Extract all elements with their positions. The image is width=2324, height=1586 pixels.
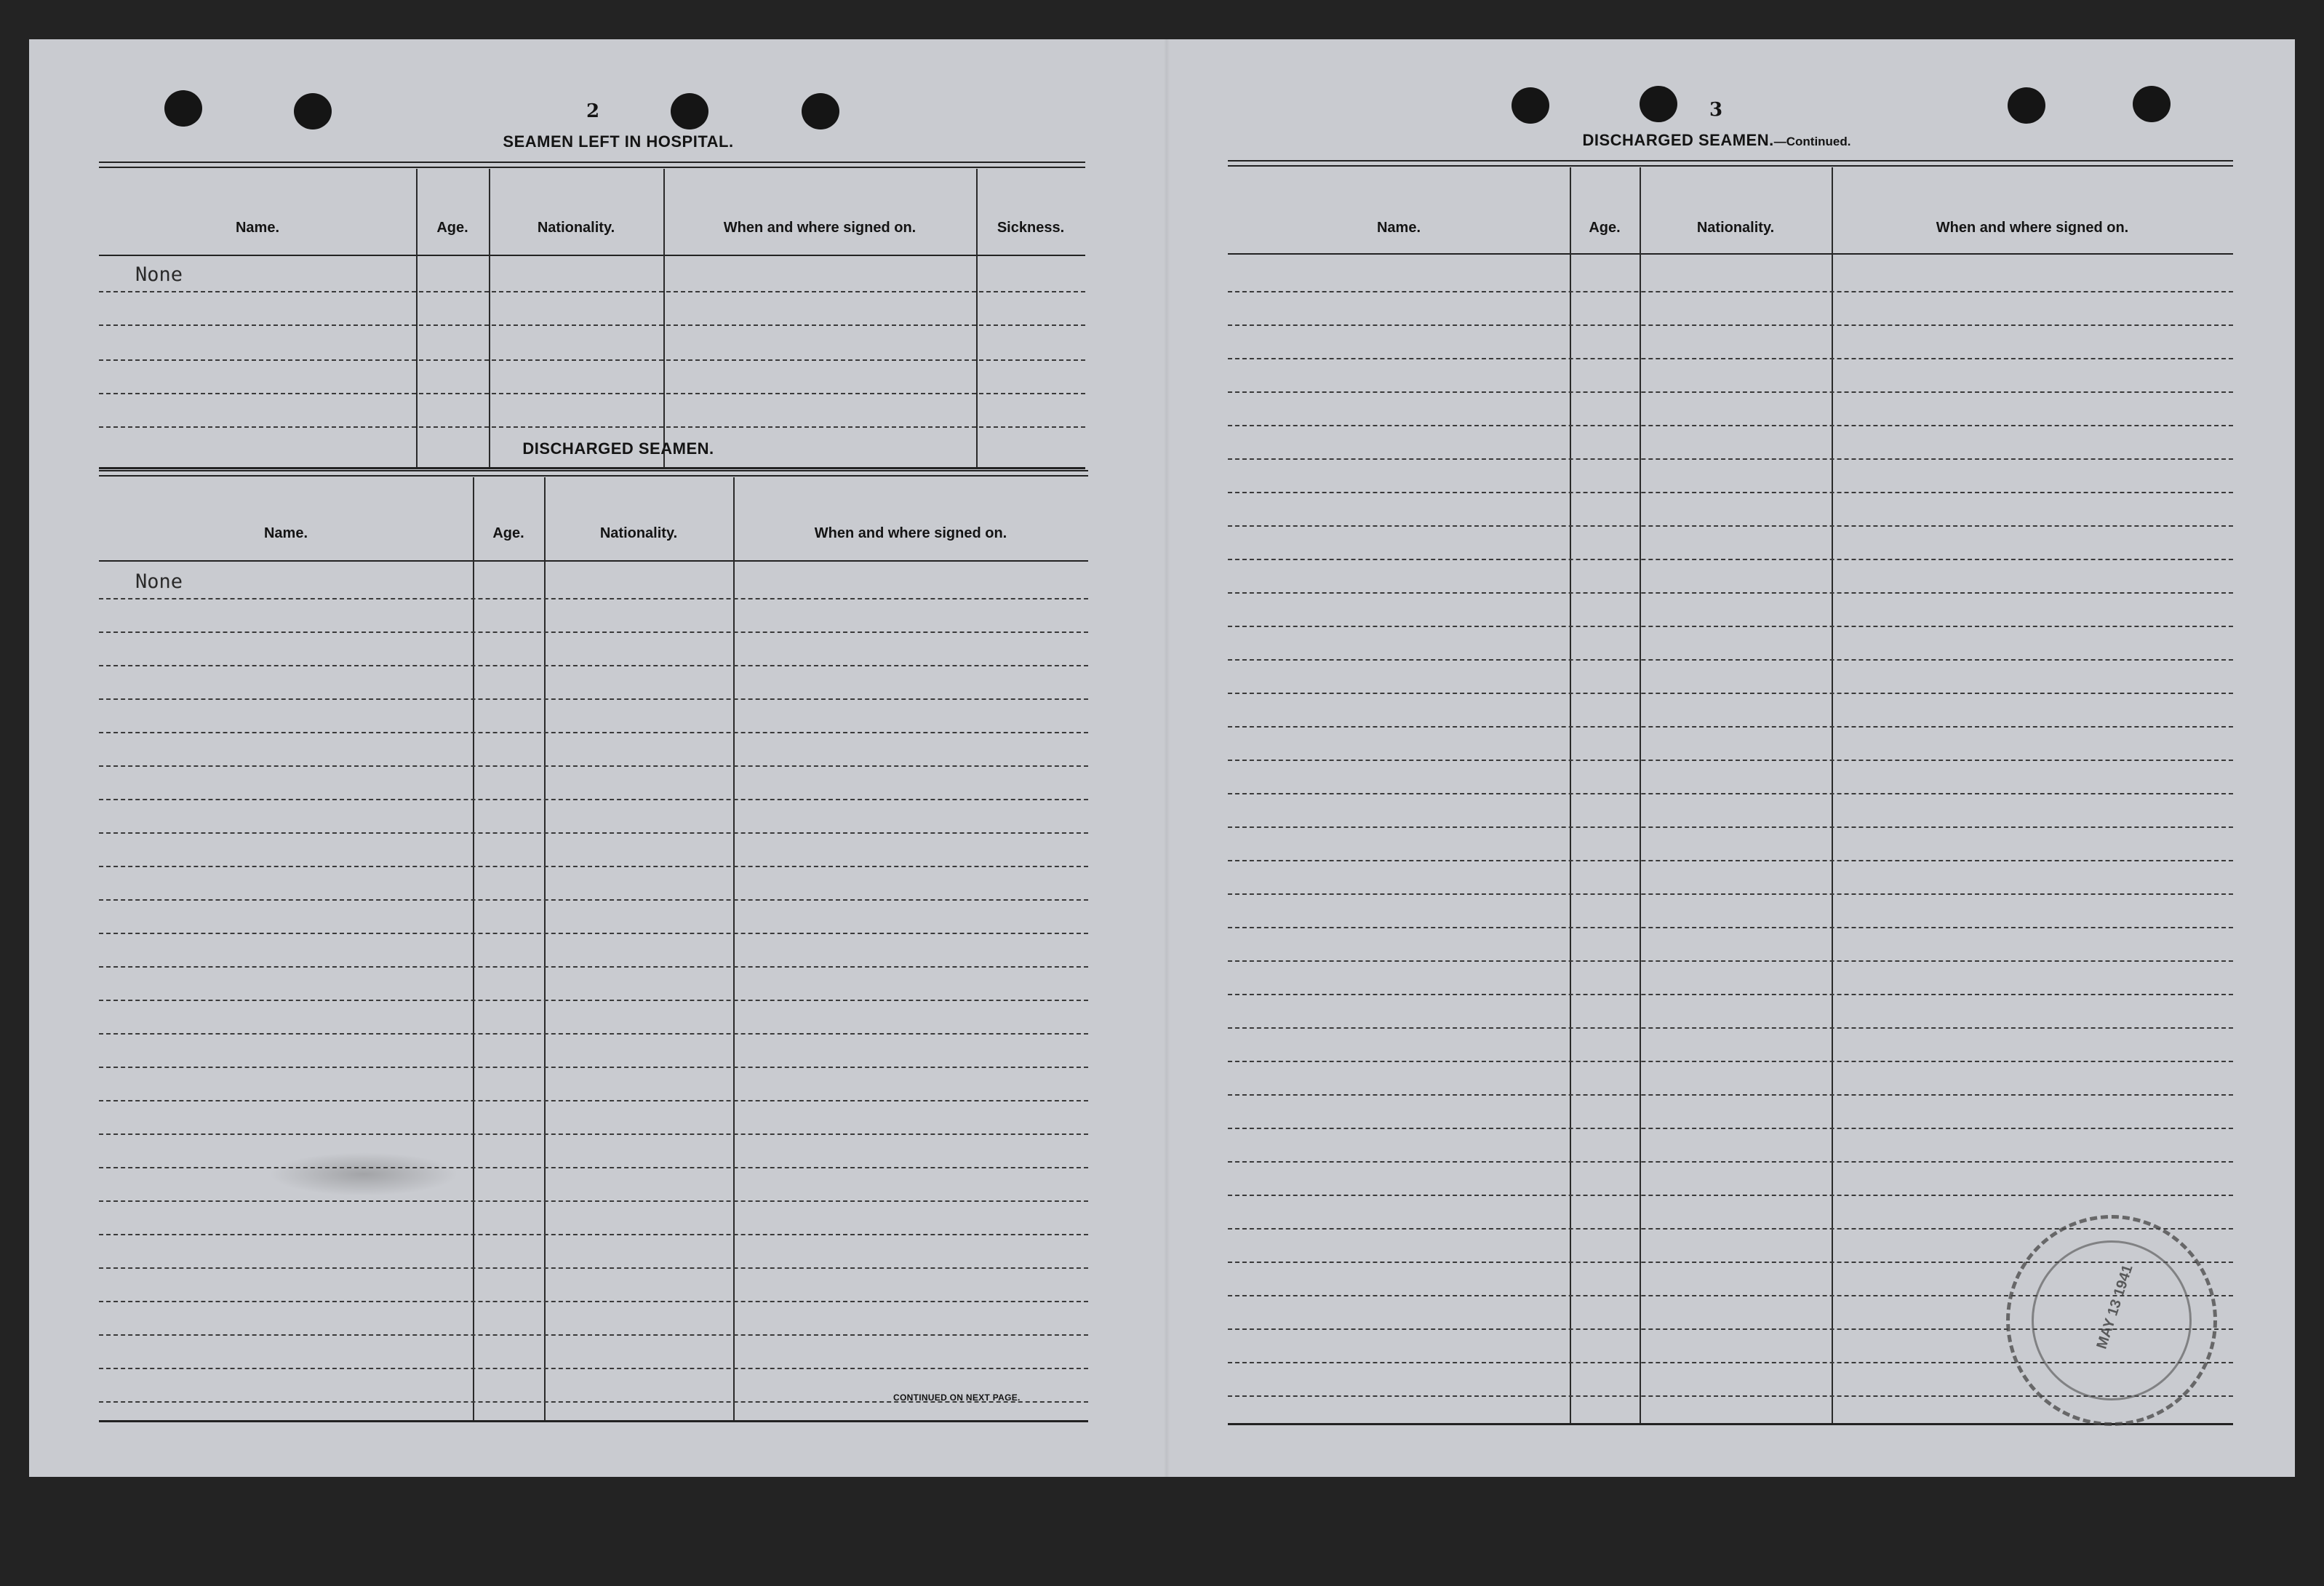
punch-hole bbox=[2008, 87, 2045, 124]
page-number-left: 2 bbox=[586, 100, 600, 122]
column-header-signed-on: When and where signed on. bbox=[1936, 220, 2129, 236]
row-line bbox=[1228, 860, 2233, 861]
row-line bbox=[1228, 693, 2233, 694]
column-header-age: Age. bbox=[492, 525, 524, 541]
row-line bbox=[99, 933, 1088, 934]
row-line bbox=[99, 631, 1088, 633]
table-bottom-rule bbox=[99, 1420, 1088, 1422]
column-header-name: Name. bbox=[235, 220, 280, 236]
column-header-signed-on: When and where signed on. bbox=[723, 220, 917, 236]
table-bottom-rule bbox=[99, 467, 1085, 469]
page-number-right: 3 bbox=[1709, 99, 1723, 121]
punch-hole bbox=[1640, 86, 1677, 122]
column-header-nationality: Nationality. bbox=[537, 220, 615, 236]
column-divider bbox=[663, 169, 665, 467]
row-line bbox=[1228, 525, 2233, 527]
row-line bbox=[99, 1200, 1088, 1202]
discharged-table-left bbox=[99, 470, 1088, 1424]
row-line bbox=[99, 765, 1088, 767]
row-line bbox=[99, 426, 1085, 428]
hospital-entry-name: None bbox=[135, 263, 183, 286]
row-line bbox=[1228, 458, 2233, 460]
row-line bbox=[1228, 324, 2233, 326]
column-divider bbox=[976, 169, 978, 467]
stamp-date: MAY 13 1941 bbox=[2093, 1262, 2136, 1351]
column-divider bbox=[1832, 167, 1833, 1423]
row-line bbox=[99, 832, 1088, 834]
row-line bbox=[99, 1133, 1088, 1135]
punch-hole bbox=[164, 90, 202, 127]
row-line bbox=[99, 1067, 1088, 1068]
row-line bbox=[1228, 1061, 2233, 1062]
row-line bbox=[99, 1368, 1088, 1369]
column-header-nationality: Nationality. bbox=[599, 525, 678, 541]
row-line bbox=[1228, 659, 2233, 661]
row-line bbox=[1228, 1027, 2233, 1029]
row-line bbox=[1228, 391, 2233, 393]
discharged-continued-title bbox=[1528, 131, 1906, 150]
page-fold bbox=[1164, 39, 1170, 1477]
row-line bbox=[1228, 425, 2233, 426]
row-line bbox=[99, 866, 1088, 867]
row-line bbox=[99, 1000, 1088, 1001]
column-divider bbox=[1570, 167, 1571, 1423]
column-divider bbox=[416, 169, 418, 467]
column-divider bbox=[489, 169, 490, 467]
column-header-name: Name. bbox=[1376, 220, 1421, 236]
row-line bbox=[99, 1167, 1088, 1168]
punch-hole bbox=[2133, 86, 2171, 122]
row-line bbox=[99, 324, 1085, 326]
discharged-section-title: DISCHARGED SEAMEN. bbox=[522, 439, 714, 458]
row-line bbox=[1228, 592, 2233, 594]
table-bottom-rule bbox=[1228, 1423, 2233, 1425]
row-line bbox=[1228, 960, 2233, 962]
punch-hole bbox=[671, 93, 708, 129]
row-line bbox=[99, 393, 1085, 394]
row-line bbox=[99, 1267, 1088, 1269]
column-header-age: Age. bbox=[436, 220, 468, 236]
row-line bbox=[1228, 1128, 2233, 1129]
row-line bbox=[1228, 927, 2233, 928]
header-rule bbox=[1228, 253, 2233, 255]
row-line bbox=[1228, 726, 2233, 728]
hospital-section-title: SEAMEN LEFT IN HOSPITAL. bbox=[503, 132, 734, 151]
row-line bbox=[99, 1334, 1088, 1336]
row-line bbox=[1228, 626, 2233, 627]
row-line bbox=[99, 1033, 1088, 1035]
title-continued: —Continued. bbox=[1773, 135, 1851, 148]
row-line bbox=[1228, 893, 2233, 895]
row-line bbox=[99, 359, 1085, 361]
row-line bbox=[1228, 760, 2233, 761]
column-header-signed-on: When and where signed on. bbox=[814, 525, 1007, 541]
column-divider bbox=[473, 477, 474, 1420]
row-line bbox=[1228, 793, 2233, 794]
header-rule bbox=[99, 255, 1085, 256]
row-line bbox=[1228, 358, 2233, 359]
row-line bbox=[1228, 1195, 2233, 1196]
punch-hole bbox=[294, 93, 332, 129]
column-divider bbox=[1640, 167, 1641, 1423]
column-header-sickness: Sickness. bbox=[997, 220, 1065, 236]
column-header-name: Name. bbox=[263, 525, 308, 541]
row-line bbox=[1228, 1161, 2233, 1163]
table-top-rule bbox=[1228, 160, 2233, 167]
row-line bbox=[99, 598, 1088, 599]
row-line bbox=[99, 799, 1088, 800]
row-line bbox=[99, 1100, 1088, 1101]
column-divider bbox=[544, 477, 546, 1420]
column-divider bbox=[733, 477, 735, 1420]
row-line bbox=[1228, 994, 2233, 995]
row-line bbox=[1228, 826, 2233, 828]
punch-hole bbox=[802, 93, 839, 129]
title-main: DISCHARGED SEAMEN. bbox=[1582, 131, 1774, 149]
column-header-age: Age. bbox=[1589, 220, 1621, 236]
header-rule bbox=[99, 560, 1088, 562]
row-line bbox=[99, 665, 1088, 666]
smudge-mark bbox=[269, 1152, 458, 1196]
row-line bbox=[1228, 291, 2233, 292]
document-sheet bbox=[29, 39, 2295, 1477]
table-top-rule bbox=[99, 162, 1085, 168]
postmark-stamp bbox=[2006, 1215, 2217, 1426]
row-line bbox=[1228, 1094, 2233, 1096]
table-top-rule bbox=[99, 470, 1088, 477]
column-header-nationality: Nationality. bbox=[1696, 220, 1775, 236]
row-line bbox=[99, 899, 1088, 901]
row-line bbox=[99, 1301, 1088, 1302]
row-line bbox=[99, 732, 1088, 733]
row-line bbox=[1228, 559, 2233, 560]
hospital-table bbox=[99, 162, 1085, 473]
row-line bbox=[99, 698, 1088, 700]
row-line bbox=[99, 966, 1088, 968]
punch-hole bbox=[1512, 87, 1549, 124]
row-line bbox=[1228, 492, 2233, 493]
discharged-entry-name: None bbox=[135, 570, 183, 593]
row-line bbox=[99, 1234, 1088, 1235]
row-line bbox=[99, 291, 1085, 292]
continued-footnote: CONTINUED ON NEXT PAGE. bbox=[893, 1392, 1021, 1403]
